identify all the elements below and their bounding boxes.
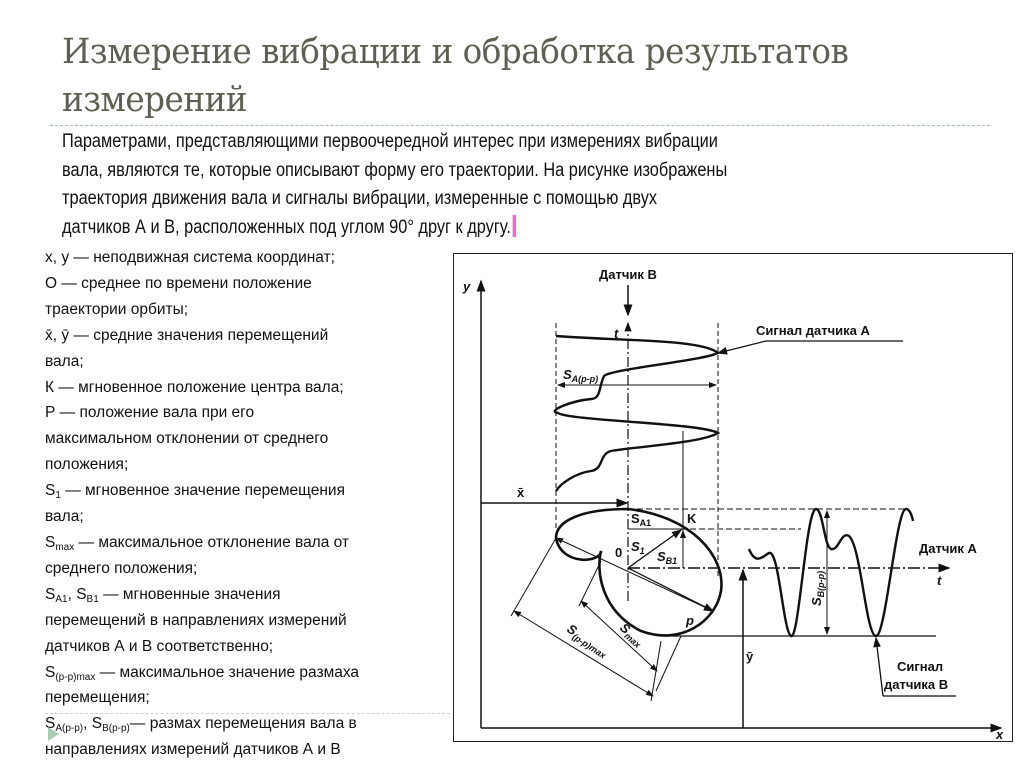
x-mean-label: x̄ — [517, 485, 525, 500]
legend-line: $S_{(p-p)max}$ — максимальное значение размаха — [45, 663, 360, 683]
legend-symbol: К — [45, 378, 55, 396]
s-b-pp-label: $S_{B(p-p)}$ — [809, 570, 826, 606]
signal-b-label-2: датчика В — [884, 677, 949, 692]
slide-title: Измерение вибрации и обработка результатов измерений — [62, 32, 849, 120]
intro-line: Параметрами, представляющими первоочередной интерес при измерениях вибрации — [62, 131, 718, 152]
y-axis-label: y — [463, 279, 471, 294]
legend-text: датчиков А и В соответственно; — [45, 637, 274, 655]
vibration-diagram — [453, 253, 1013, 742]
legend-symbol: x̄, ȳ — [45, 326, 70, 344]
legend-symbol: S — [45, 715, 56, 733]
legend-line: $S_{max}$ — максимальное отклонение вала от — [45, 533, 350, 553]
legend-line — [45, 245, 465, 271]
legend-line — [45, 400, 465, 426]
legend-line — [45, 608, 465, 634]
diagram-svg — [454, 254, 1014, 743]
legend-text: — мгновенное значение перемещения — [60, 482, 345, 500]
legend-line — [45, 297, 465, 323]
t-label-top: t — [614, 326, 619, 341]
x-axis-label: x — [996, 727, 1004, 742]
s-pp-max-label: $S_{(p-p)max}$ — [564, 620, 608, 661]
legend-line — [45, 737, 465, 763]
text-cursor — [513, 215, 516, 237]
legend-text: — мгновенные значения — [98, 585, 281, 603]
title-divider — [50, 125, 990, 126]
legend-line — [45, 685, 465, 711]
legend-line — [45, 634, 465, 660]
legend-text: перемещений в направлениях измерений — [45, 611, 347, 629]
s-max-label: $S_{max}$ — [617, 619, 643, 650]
signal-b-label-1: Сигнал — [897, 659, 944, 674]
legend-line: $S_{A(p-p)}$, $S_{B(p-p)}—$ размах перемещения вала в — [45, 715, 357, 735]
s-a1-label: $S_{A1}$ — [631, 511, 652, 528]
s-b1-label: $S_{B1}$ — [657, 549, 678, 566]
legend-line — [45, 452, 465, 478]
legend-text: — среднее по времени положение — [57, 274, 312, 292]
legend-text: — неподвижная система координат; — [69, 249, 335, 266]
s1-label: $S_1$ — [631, 539, 645, 556]
legend-text: — максимальное значение размаха — [95, 663, 360, 681]
symbol-legend — [45, 245, 465, 763]
legend-symbol: x, y — [45, 249, 70, 266]
k-label: K — [687, 511, 697, 526]
slide-marker-icon — [48, 727, 59, 741]
legend-line: $S_{A1}$, $S_{B1}$ — мгновенные значения — [45, 585, 281, 605]
legend-symbol: S — [45, 585, 56, 603]
legend-text: — мгновенное положение центра вала; — [54, 378, 344, 396]
s-max-dimension — [581, 601, 657, 671]
legend-symbol: S — [45, 533, 56, 551]
legend-line — [45, 323, 465, 349]
footer-divider — [45, 713, 450, 714]
t-label-right: t — [937, 573, 942, 588]
legend-line — [45, 504, 465, 530]
signal-b-curve — [749, 509, 913, 636]
legend-text: — максимальное отклонение вала от — [74, 533, 350, 551]
signal-a-label: Сигнал датчика А — [756, 323, 870, 338]
legend-text: — средние значения перемещений — [69, 326, 329, 344]
legend-line — [45, 349, 465, 375]
p-label: p — [686, 613, 694, 628]
legend-line — [45, 556, 465, 582]
sensor-b-label: Датчик В — [599, 267, 657, 282]
intro-paragraph — [62, 128, 1008, 242]
legend-text: перемещения; — [45, 689, 150, 707]
sensor-a-label: Датчик А — [919, 541, 977, 556]
signal-a-curve — [555, 336, 718, 491]
legend-symbol: S — [45, 663, 56, 681]
legend-symbol: O — [45, 274, 58, 292]
legend-text: траектории орбиты; — [45, 300, 189, 318]
y-mean-label: ȳ — [746, 649, 754, 664]
legend-line — [45, 375, 465, 401]
legend-text: положения; — [45, 456, 129, 474]
legend-line — [45, 426, 465, 452]
intro-line: датчиков А и В, расположенных под углом 90° друг к другу. — [62, 214, 1008, 243]
intro-line: траектория движения вала и сигналы вибрации, измеренные с помощью двух — [62, 188, 658, 209]
legend-text: вала; — [45, 508, 84, 526]
legend-text: вала; — [45, 352, 84, 370]
legend-line — [45, 271, 465, 297]
legend-text: — размах перемещения вала в — [129, 715, 357, 733]
legend-text: направлениях измерений датчиков А и В — [45, 741, 341, 759]
intro-line: вала, являются те, которые описывают форму его траектории. На рисунке изображены — [62, 159, 728, 181]
s-a-pp-label: $S_{A(p-p)}$ — [563, 367, 599, 384]
legend-text: среднего положения; — [45, 559, 198, 577]
origin-label: 0 — [615, 545, 623, 560]
legend-symbol: Р — [45, 404, 56, 422]
legend-symbol: S — [45, 482, 56, 500]
legend-text: — положение вала при его — [55, 404, 255, 422]
legend-line: $S_1$ — мгновенное значение перемещения — [45, 482, 345, 502]
legend-text: максимальном отклонении от среднего — [45, 430, 329, 448]
